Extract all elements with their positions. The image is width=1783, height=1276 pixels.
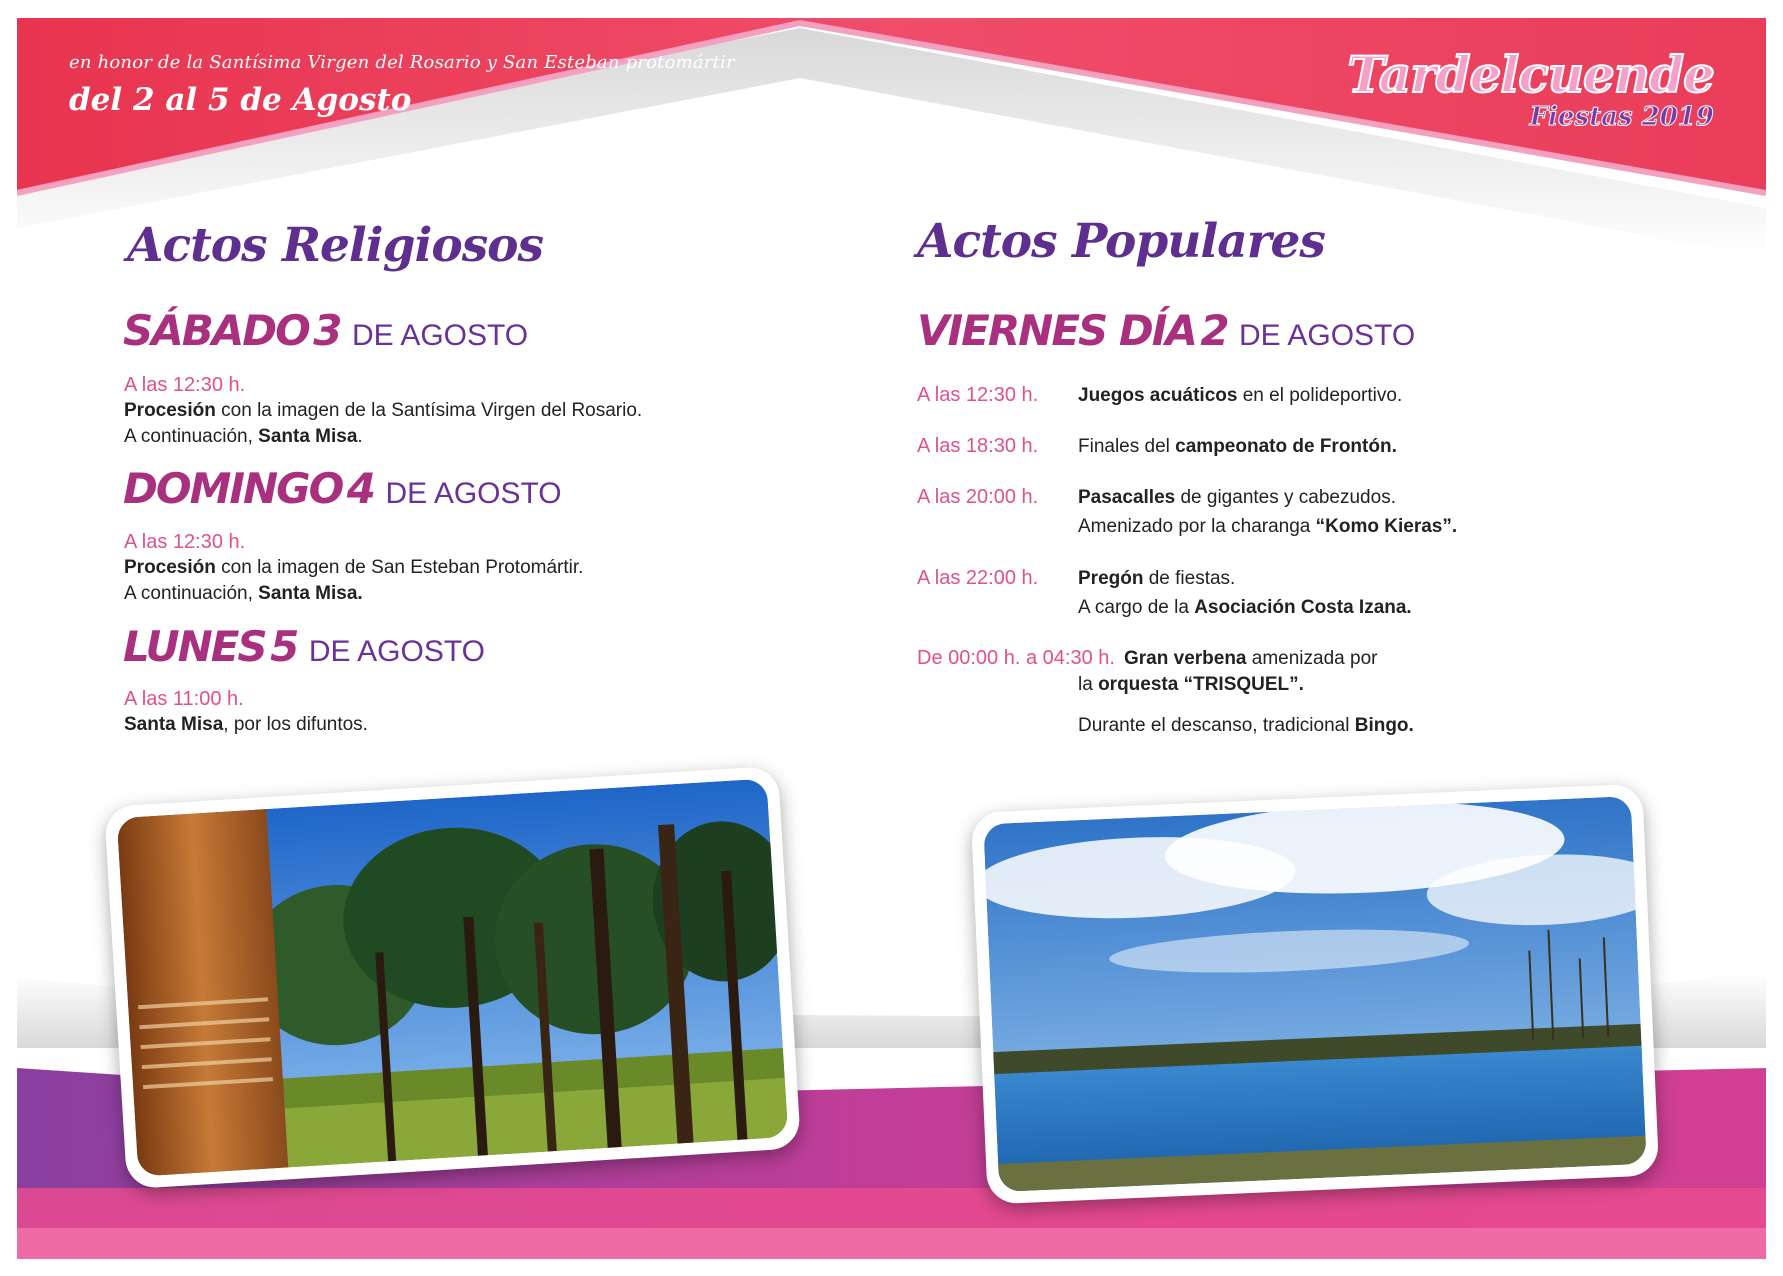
day-name: LUNES [123, 622, 266, 671]
brand-logo [1347, 45, 1714, 132]
event-highlight: Santa Misa [124, 714, 224, 735]
event-text: Finales del [1078, 436, 1176, 457]
event-highlight: Pasacalles [1078, 487, 1176, 508]
day-month: DE AGOSTO [308, 635, 485, 668]
event-highlight: Asociación Costa Izana. [1194, 597, 1412, 618]
event-highlight: campeonato de Frontón. [1175, 436, 1397, 457]
event-text: Amenizado por la charanga [1078, 516, 1316, 537]
day-heading-domingo [123, 464, 562, 513]
day-month: DE AGOSTO [351, 319, 529, 352]
footer-stripe-light [17, 1228, 1766, 1259]
event-description [1078, 516, 1457, 538]
event-description [124, 583, 363, 605]
day-name: DOMINGO [123, 464, 343, 513]
day-number: 3 [313, 306, 342, 355]
event-text: A continuación, [124, 583, 259, 604]
event-highlight: Bingo. [1354, 715, 1414, 736]
event-description [1078, 597, 1412, 619]
event-time: A las 18:30 h. [917, 435, 1039, 457]
program-page [17, 18, 1766, 1259]
event-description [1124, 648, 1377, 670]
forest-photo [104, 766, 801, 1189]
event-text: en el polideportivo. [1237, 385, 1403, 406]
event-time: De 00:00 h. a 04:30 h. [917, 647, 1115, 669]
day-name: VIERNES DÍA [917, 306, 1196, 355]
footer-stripe [17, 1188, 1766, 1228]
event-time: A las 12:30 h. [917, 384, 1039, 406]
religious-title: Actos Religiosos [127, 218, 543, 273]
event-time: A las 20:00 h. [917, 486, 1039, 508]
event-highlight: “Komo Kieras”. [1315, 516, 1458, 537]
event-description [1078, 715, 1414, 737]
lake-photo [971, 784, 1659, 1205]
event-description [124, 714, 368, 736]
forest-image [117, 778, 789, 1176]
day-month: DE AGOSTO [385, 477, 562, 510]
event-description [1078, 568, 1235, 590]
day-heading-lunes [123, 622, 485, 671]
event-time: A las 11:00 h. [124, 688, 244, 710]
event-text: Durante el descanso, tradicional [1078, 715, 1355, 736]
event-text: . [357, 426, 363, 447]
event-text: con la imagen de San Esteban Protomártir. [215, 557, 584, 578]
header-subtitle: en honor de la Santísima Virgen del Rosario y San Esteban protomártir [69, 52, 735, 73]
event-text: A cargo de la [1078, 597, 1195, 618]
event-highlight: Juegos acuáticos [1078, 385, 1238, 406]
event-text: con la imagen de la Santísima Virgen del Rosario. [215, 400, 643, 421]
event-highlight: Procesión [124, 400, 216, 421]
event-text: A continuación, [124, 426, 259, 447]
event-highlight: orquesta “TRISQUEL”. [1098, 674, 1304, 695]
event-text: de fiestas. [1143, 568, 1236, 589]
day-month: DE AGOSTO [1239, 319, 1416, 352]
day-number: 2 [1200, 306, 1229, 355]
event-text: amenizada por [1246, 648, 1378, 669]
event-highlight: Procesión [124, 557, 216, 578]
event-text: , por los difuntos. [223, 714, 368, 735]
event-time: A las 12:30 h. [124, 531, 246, 553]
day-heading-viernes [917, 306, 1415, 355]
event-text: de gigantes y cabezudos. [1175, 487, 1396, 508]
event-highlight: Gran verbena [1124, 648, 1247, 669]
day-name: SÁBADO [123, 306, 309, 355]
event-description [1078, 674, 1304, 696]
brand-subtitle: Fiestas 2019 [1529, 102, 1714, 132]
popular-title: Actos Populares [917, 214, 1325, 269]
lake-image [983, 796, 1646, 1192]
event-time: A las 12:30 h. [124, 374, 246, 396]
event-highlight: Pregón [1078, 568, 1144, 589]
brand-name: Tardelcuende [1347, 45, 1714, 104]
event-highlight: Santa Misa [258, 426, 358, 447]
event-description [1078, 385, 1402, 407]
header-dates: del 2 al 5 de Agosto [69, 82, 412, 118]
event-description [124, 400, 642, 422]
event-description [1078, 487, 1396, 509]
day-number: 4 [346, 464, 376, 513]
event-highlight: Santa Misa. [258, 583, 363, 604]
event-text: la [1078, 674, 1099, 695]
day-heading-sabado [123, 306, 528, 355]
event-time: A las 22:00 h. [917, 567, 1039, 589]
event-description [124, 426, 363, 448]
day-number: 5 [270, 622, 299, 671]
event-description [124, 557, 583, 579]
event-description [1078, 436, 1397, 458]
